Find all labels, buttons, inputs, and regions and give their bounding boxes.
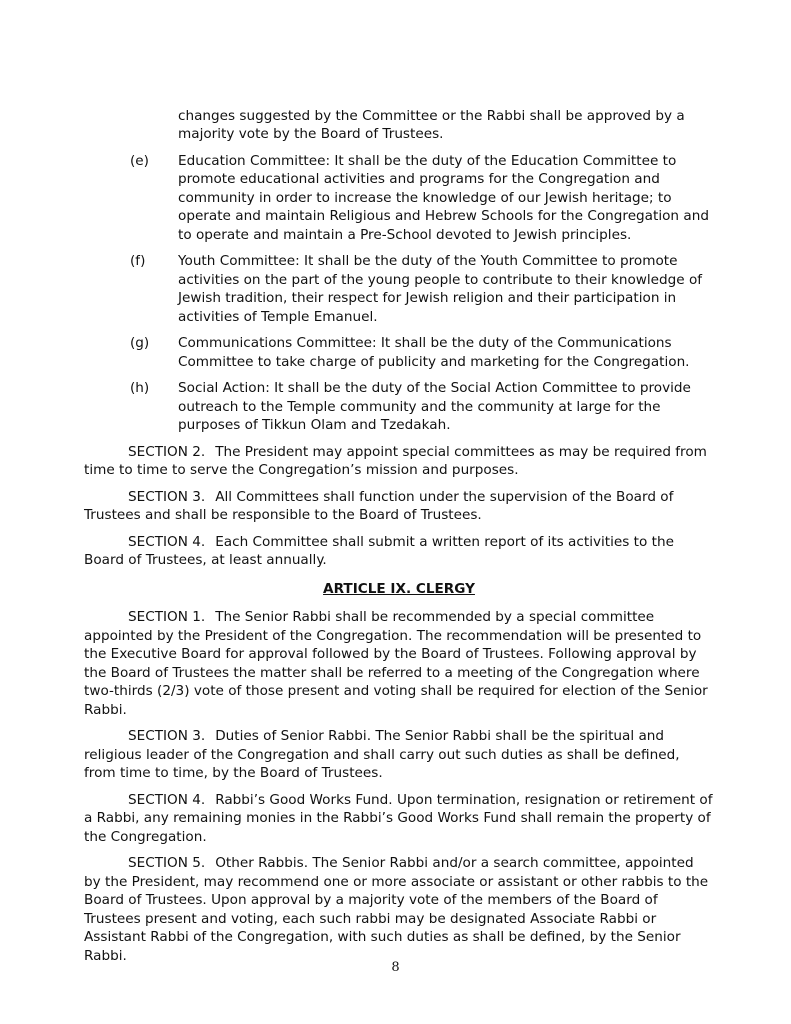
list-item-text: Communications Committee: It shall be the duty of the Communications Committee to take charge of publicity and marketing for the Congregation. (178, 335, 690, 370)
list-item (84, 152, 714, 245)
section-text: Each Committee shall submit a written report of its activities to the Board of Trustees, at least annually. (84, 533, 674, 569)
section-paragraph (84, 533, 714, 570)
list-item-text: Youth Committee: It shall be the duty of the Youth Committee to promote activities on the part of the young people to contribute to their knowledge of Jewish tradition, their respect for Jewish religion and their participation in activities of Temple Emanuel. (178, 253, 703, 325)
section-paragraph (84, 608, 714, 719)
list-item (84, 334, 714, 371)
list-item-label: (e) (130, 152, 149, 169)
section-label: SECTION 5. (128, 855, 206, 872)
list-item-text: Education Committee: It shall be the duty of the Education Committee to promote educational activities and programs for the Congregation and community in order to increase the knowledge of our Jewish heritage; to operate and maintain Religious and Hebrew Schools for the Congregation and to operate and maintain a Pre-School devoted to Jewish principles. (178, 152, 709, 243)
list-item-text: Social Action: It shall be the duty of the Social Action Committee to provide outreach to the Temple community and the community at large for the purposes of Tikkun Olam and Tzedakah. (178, 380, 691, 434)
section-paragraph (84, 791, 714, 847)
section-text: The Senior Rabbi shall be recommended by a special committee appointed by the President of the Congregation. The recommendation will be presented to the Executive Board for approval followed by the Board of Trustees. Following approval by the Board of Trustees the matter shall be referred to a meeting of the Congregation where two-thirds (2/3) vote of those present and voting shall be required for election of the Senior Rabbi. (84, 609, 708, 718)
section-paragraph (84, 727, 714, 783)
section-label: SECTION 2. (128, 443, 206, 460)
section-text: All Committees shall function under the supervision of the Board of Trustees and shall be responsible to the Board of Trustees. (84, 488, 674, 524)
section-paragraph (84, 443, 714, 480)
list-item-label: (g) (130, 335, 150, 352)
section-paragraph (84, 488, 714, 525)
section-paragraph (84, 854, 714, 965)
section-text: The President may appoint special committees as may be required from time to time to serve the Congregation’s mission and purposes. (84, 443, 707, 479)
list-item-label: (h) (130, 380, 150, 397)
section-label: SECTION 3. (128, 488, 206, 505)
section-label: SECTION 1. (128, 609, 206, 626)
section-label: SECTION 3. (128, 728, 206, 745)
page-number: 8 (391, 960, 400, 975)
section-label: SECTION 4. (128, 533, 206, 550)
section-label: SECTION 4. (128, 791, 206, 808)
list-item-label: (f) (130, 253, 146, 270)
list-item (84, 252, 714, 326)
section-text: Rabbi’s Good Works Fund. Upon termination, resignation or retirement of a Rabbi, any remaining monies in the Rabbi’s Good Works Fund shall remain the property of the Congregation. (84, 791, 713, 845)
list-item (84, 379, 714, 435)
continuation-paragraph: changes suggested by the Committee or the Rabbi shall be approved by a majority vote by the Board of Trustees. (178, 107, 685, 143)
article-heading: ARTICLE IX. CLERGY (323, 580, 475, 597)
section-text: Duties of Senior Rabbi. The Senior Rabbi shall be the spiritual and religious leader of the Congregation and shall carry out such duties as shall be defined, from time to time, by the Board of Trustees. (84, 728, 680, 782)
page-content (84, 93, 714, 973)
section-text: Other Rabbis. The Senior Rabbi and/or a search committee, appointed by the President, may recommend one or more associate or assistant or other rabbis to the Board of Trustees. Upon approval by a majority vote of the members of the Board of Trustees present and voting, each such rabbi may be designated Associate Rabbi or Assistant Rabbi of the Congregation, with such duties as shall be defined, by the Senior Rabbi. (84, 855, 709, 964)
